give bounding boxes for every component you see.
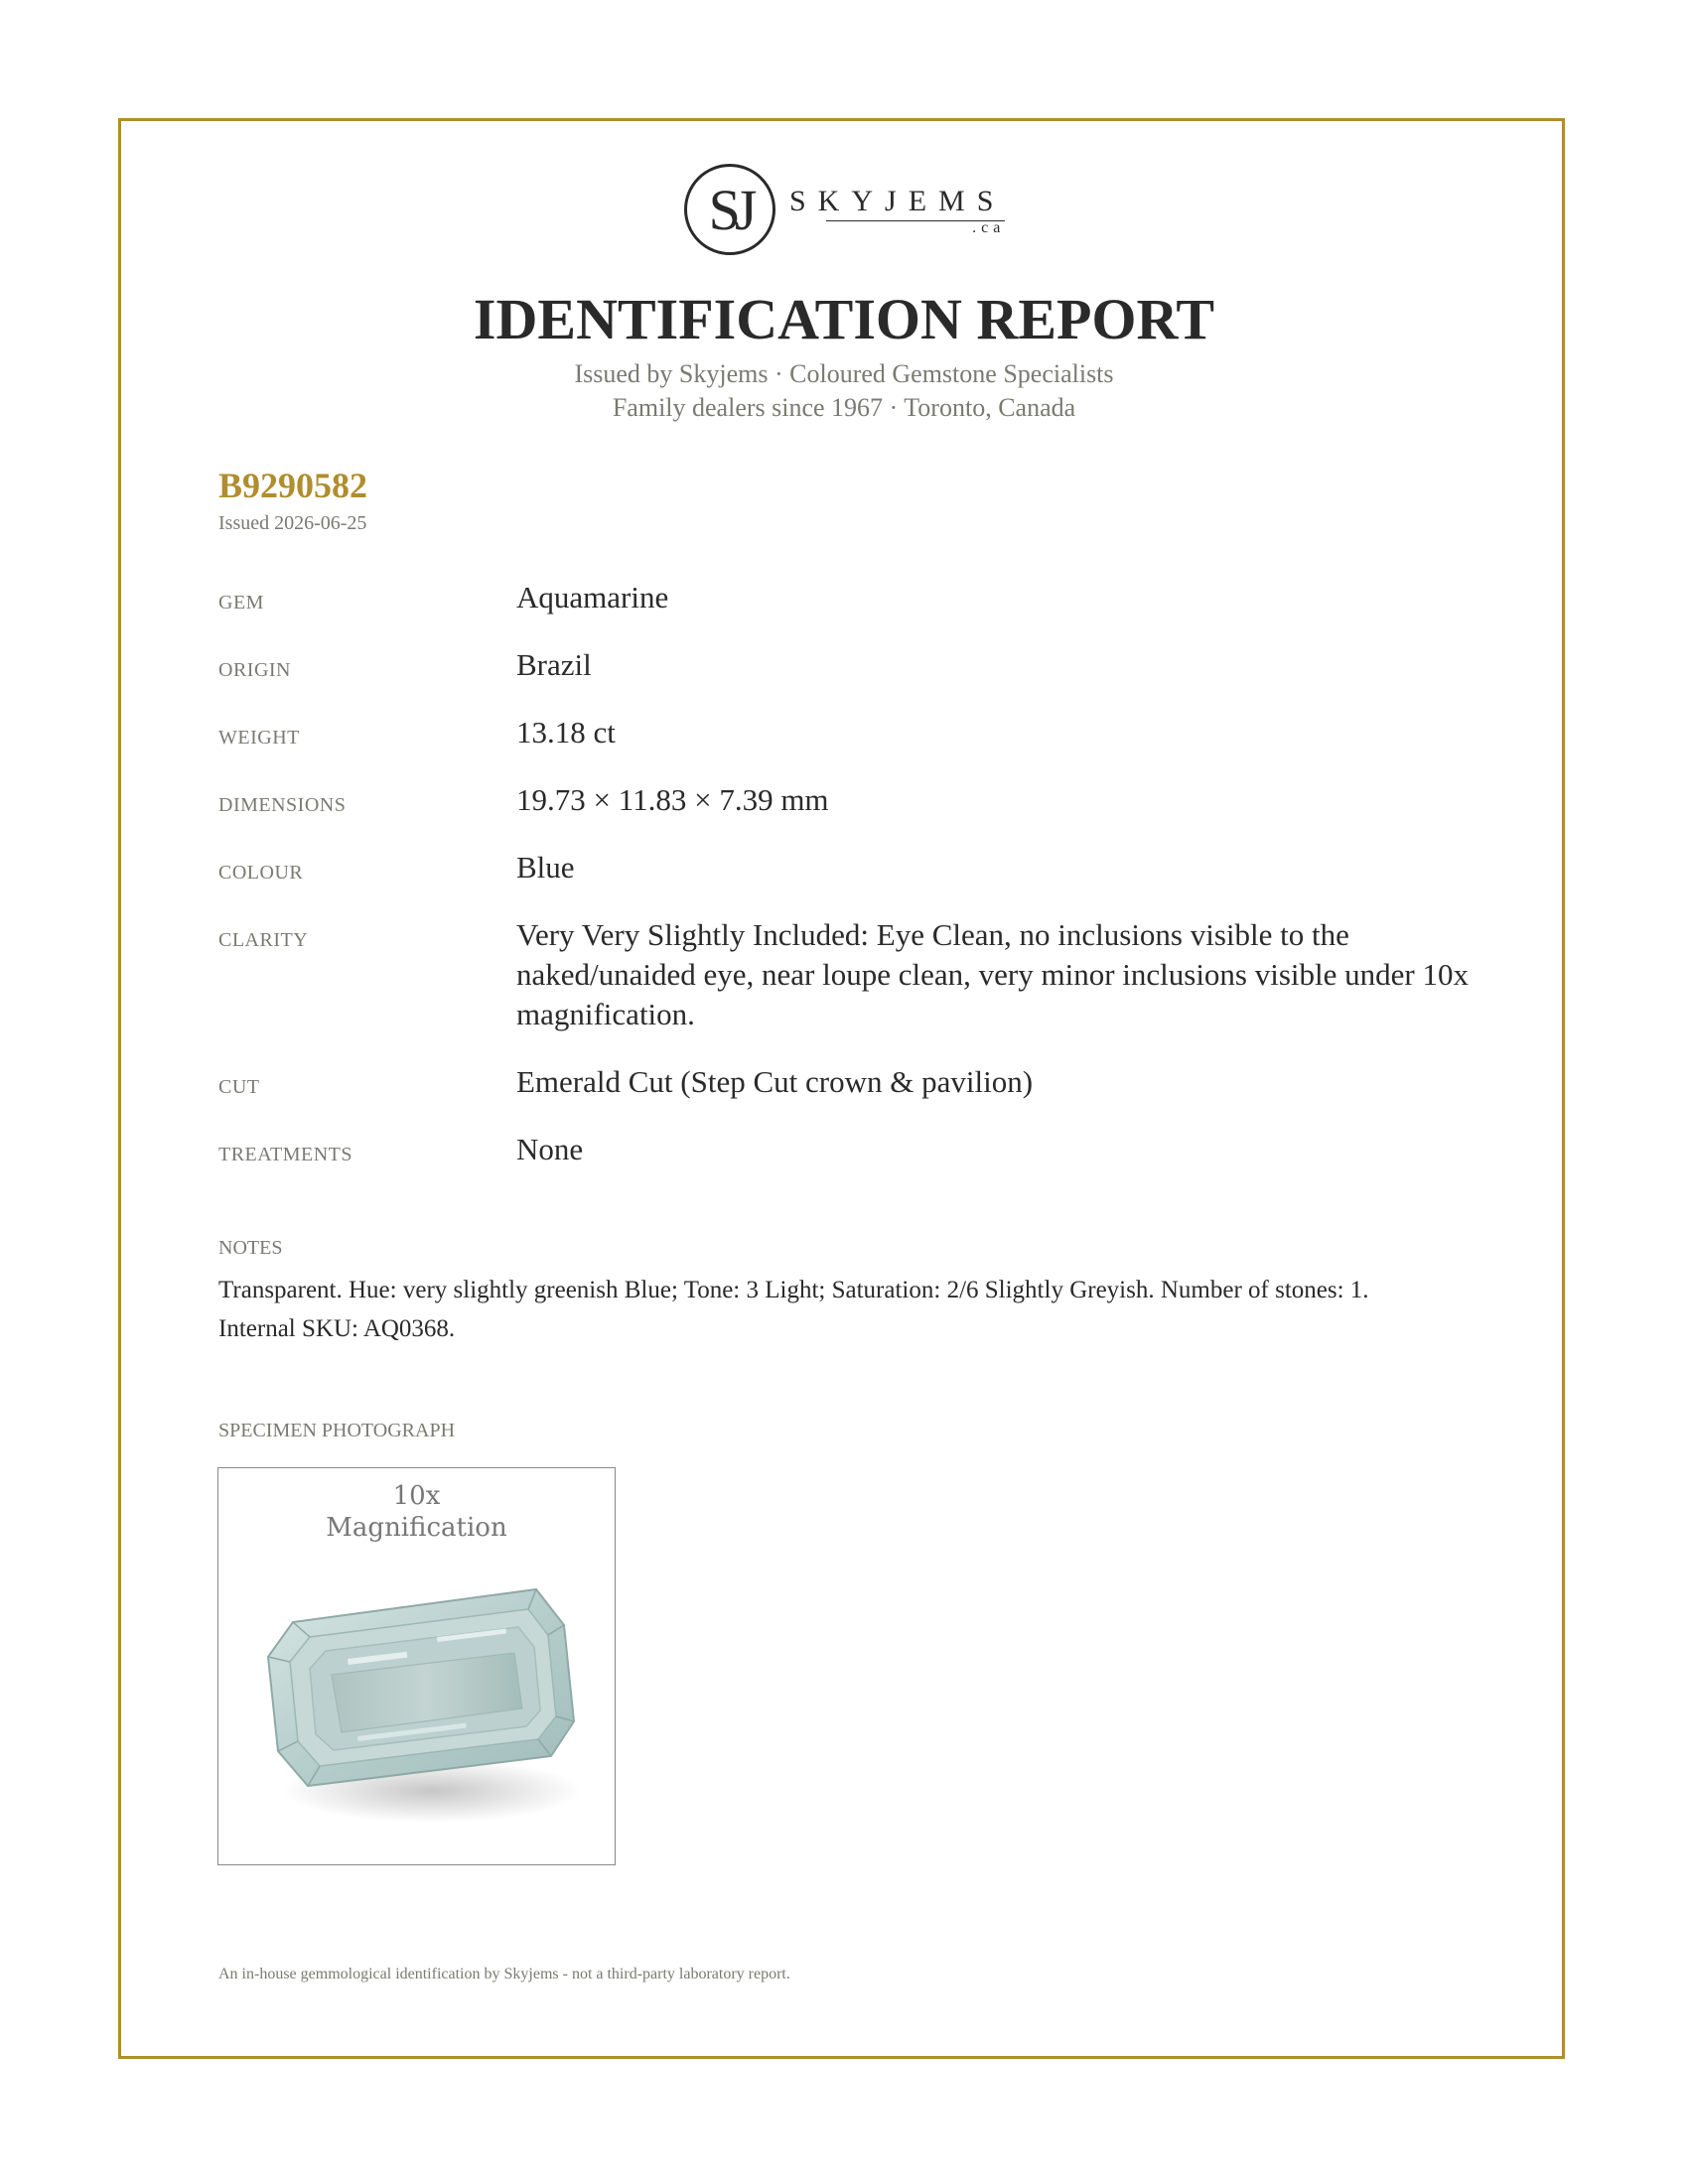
field-value: 13.18 ct (516, 715, 616, 750)
field-label: GEM (218, 592, 264, 614)
monogram-icon: SJ (684, 164, 775, 255)
field-label: ORIGIN (218, 659, 291, 681)
magnification-label: Magnification (326, 1513, 507, 1543)
skyjems-logo (684, 164, 1005, 255)
field-label: TREATMENTS (218, 1144, 352, 1165)
issuer-line: Issued by Skyjems · Coloured Gemstone Specialists (574, 359, 1114, 388)
logo-wordmark (789, 185, 1005, 235)
magnification-caption (218, 1480, 615, 1544)
field-value: None (516, 1132, 584, 1166)
specimen-photo (217, 1467, 616, 1865)
field-value: Blue (516, 850, 575, 885)
photo-label: SPECIMEN PHOTOGRAPH (218, 1420, 456, 1441)
field-value: Aquamarine (516, 580, 669, 614)
field-value: 19.73 × 11.83 × 7.39 mm (516, 782, 829, 817)
gemstone-image (248, 1577, 586, 1845)
field-label: CUT (218, 1076, 260, 1098)
field-label: WEIGHT (218, 727, 300, 749)
field-value: Brazil (516, 647, 592, 682)
magnification-value: 10x (392, 1481, 441, 1511)
report-number: B9290582 (218, 466, 368, 505)
brand-name: SKYJEMS (789, 184, 1006, 217)
field-value: Emerald Cut (Step Cut crown & pavilion) (516, 1064, 1034, 1099)
field-value: Very Very Slightly Included: Eye Clean, no inclusions visible to the naked/unaided eye, near loupe clean, very minor inclusions visible under 10x magnification. (516, 917, 1469, 1031)
report-title: IDENTIFICATION REPORT (473, 287, 1215, 351)
notes-text: Transparent. Hue: very slightly greenish Blue; Tone: 3 Light; Saturation: 2/6 Slightly Greyish. Number of stones: 1. Internal SKU: AQ0368. (218, 1277, 1369, 1342)
notes-label: NOTES (218, 1237, 283, 1259)
field-label: DIMENSIONS (218, 794, 347, 816)
dealer-line: Family dealers since 1967 · Toronto, Canada (612, 393, 1076, 422)
field-label: COLOUR (218, 862, 304, 884)
issue-date: Issued 2026-06-25 (218, 512, 367, 534)
footer-disclaimer: An in-house gemmological identification by Skyjems - not a third-party laboratory report. (218, 1966, 790, 1982)
brand-tld: .ca (826, 220, 1005, 235)
field-label: CLARITY (218, 929, 309, 951)
